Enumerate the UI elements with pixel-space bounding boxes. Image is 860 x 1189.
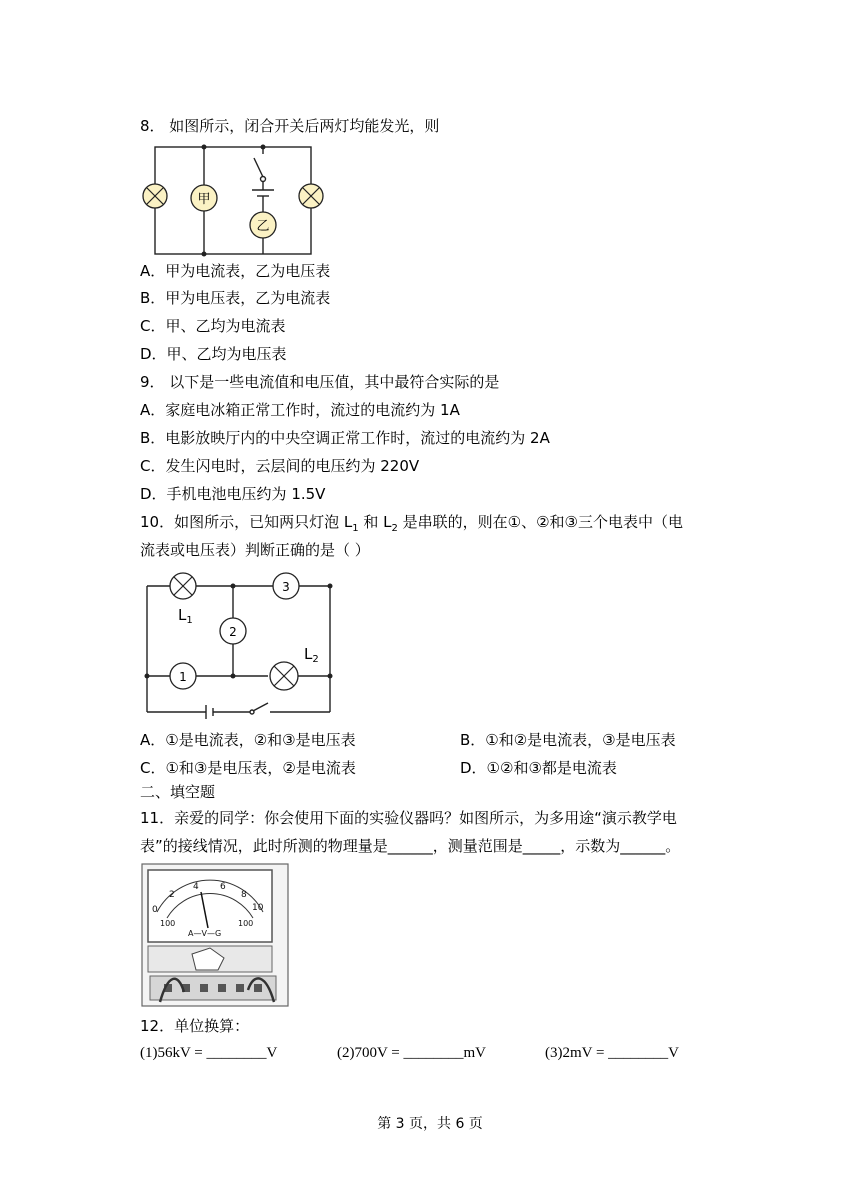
q10-option-b: B．①和②是电流表，③是电压表 <box>460 731 676 749</box>
meter-1-label: 1 <box>179 670 187 684</box>
q11-line1: 11．亲爱的同学：你会使用下面的实验仪器吗？如图所示，为多用途“演示教学电 <box>140 809 677 827</box>
q10-option-c: C．①和③是电压表，②是电流表 <box>140 759 356 777</box>
q10-stem-line1: 10．如图所示，已知两只灯泡 $L_1$ 和 $L_2$ 是串联的，则在①、②和③三个电表中（电 <box>140 513 683 534</box>
q12-item-2: (2)700V = ________mV <box>337 1045 487 1061</box>
q9-option-b: B．电影放映厅内的中央空调正常工作时，流过的电流约为 2A <box>140 429 550 447</box>
dial-tick-0: 0 <box>152 905 158 915</box>
dial-bottom-right: 100 <box>238 919 254 928</box>
q10-option-a: A．①是电流表，②和③是电压表 <box>140 731 356 749</box>
q9-option-a: A．家庭电冰箱正常工作时，流过的电流约为 1A <box>140 401 460 419</box>
q11-line2: 表”的接线情况，此时所测的物理量是______，测量范围是_____，示数为______。 <box>140 837 681 855</box>
dial-mode-label: A—V—G <box>188 929 222 938</box>
meter-2-label: 2 <box>229 625 237 639</box>
lamp-left-icon <box>143 184 167 208</box>
q8-circuit-diagram <box>140 140 340 258</box>
q9-option-c: C．发生闪电时，云层间的电压约为 220V <box>140 457 420 475</box>
dial-tick-4: 4 <box>193 882 199 892</box>
q12-item-1: (1)56kV = ________V <box>140 1045 278 1061</box>
dial-tick-6: 6 <box>220 882 226 892</box>
dial-tick-8: 8 <box>241 890 247 900</box>
meter-jia-label: 甲 <box>197 192 211 207</box>
dial-tick-2: 2 <box>169 890 175 900</box>
q8-option-c: C．甲、乙均为电流表 <box>140 317 286 335</box>
q8-option-d: D．甲、乙均为电压表 <box>140 345 287 363</box>
q8-option-b: B．甲为电压表，乙为电流表 <box>140 289 331 307</box>
page-footer: 第 3 页，共 6 页 <box>377 1116 483 1132</box>
lamp-l1-label: $L_1$ <box>178 606 193 626</box>
section-heading: 二、填空题 <box>140 783 216 801</box>
q9-stem: 9． 以下是一些电流值和电压值，其中最符合实际的是 <box>140 373 500 391</box>
q11-meter-photo <box>140 862 290 1008</box>
q12-item-3: (3)2mV = ________V <box>545 1045 680 1061</box>
meter-yi-label: 乙 <box>256 219 270 234</box>
lamp-l2-label: $L_2$ <box>304 645 319 665</box>
lamp-l2-icon <box>270 662 298 690</box>
q10-stem-line2: 流表或电压表）判断正确的是（ ） <box>140 541 370 559</box>
meter-3-label: 3 <box>282 580 290 594</box>
q12-stem: 12．单位换算： <box>140 1017 250 1035</box>
q8-option-a: A．甲为电流表，乙为电压表 <box>140 262 331 280</box>
q10-option-d: D．①②和③都是电流表 <box>460 759 617 777</box>
lamp-l1-icon <box>170 573 196 599</box>
dial-tick-10: 10 <box>252 903 264 913</box>
q10-circuit-diagram <box>140 566 340 726</box>
dial-bottom-left: 100 <box>160 919 176 928</box>
q8-stem: 8． 如图所示，闭合开关后两灯均能发光，则 <box>140 117 440 135</box>
lamp-right-icon <box>299 184 323 208</box>
q9-option-d: D．手机电池电压约为 1.5V <box>140 485 326 503</box>
